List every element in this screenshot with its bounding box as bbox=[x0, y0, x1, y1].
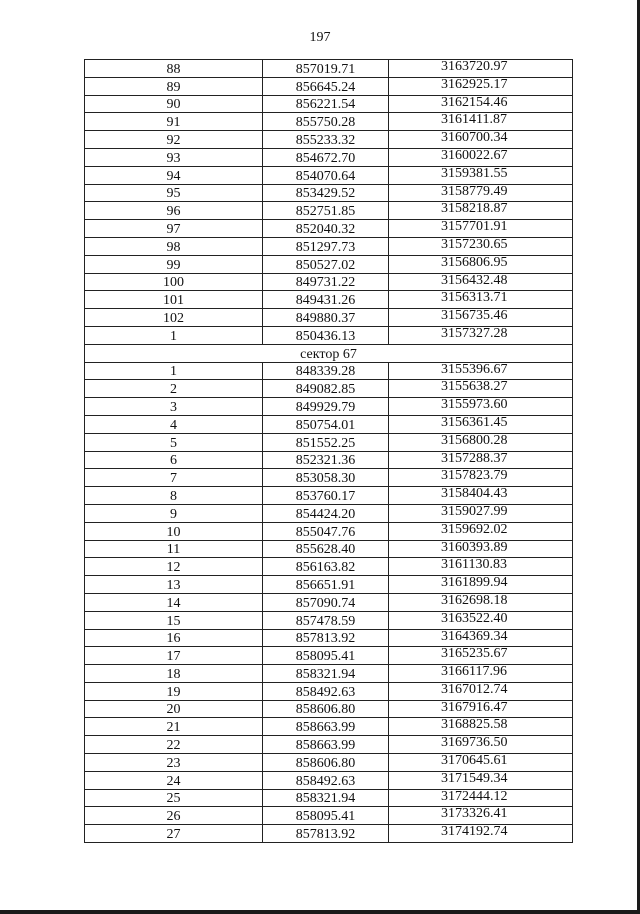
x-coordinate-cell: 850754.01 bbox=[263, 415, 389, 433]
x-coordinate-cell: 852040.32 bbox=[263, 220, 389, 238]
x-coordinate-cell: 853058.30 bbox=[263, 469, 389, 487]
x-coordinate-cell: 858663.99 bbox=[263, 718, 389, 736]
table-row bbox=[85, 166, 573, 184]
table-row bbox=[85, 807, 573, 825]
y-coordinate-cell: 3157288.37 bbox=[389, 451, 573, 469]
x-coordinate-cell: 858492.63 bbox=[263, 682, 389, 700]
table-row bbox=[85, 202, 573, 220]
y-coordinate-cell: 3172444.12 bbox=[389, 789, 573, 807]
x-coordinate-cell: 858606.80 bbox=[263, 754, 389, 772]
y-coordinate-cell: 3162925.17 bbox=[389, 77, 573, 95]
point-number-cell: 99 bbox=[85, 255, 263, 273]
y-coordinate-cell: 3164369.34 bbox=[389, 629, 573, 647]
y-coordinate-cell: 3160393.89 bbox=[389, 540, 573, 558]
point-number-cell: 91 bbox=[85, 113, 263, 131]
table-row bbox=[85, 540, 573, 558]
y-coordinate-cell: 3157327.28 bbox=[389, 326, 573, 344]
x-coordinate-cell: 850436.13 bbox=[263, 326, 389, 344]
point-number-cell: 96 bbox=[85, 202, 263, 220]
table-row bbox=[85, 113, 573, 131]
y-coordinate-cell: 3163522.40 bbox=[389, 611, 573, 629]
x-coordinate-cell: 849880.37 bbox=[263, 309, 389, 327]
point-number-cell: 3 bbox=[85, 398, 263, 416]
table-row bbox=[85, 415, 573, 433]
table-row bbox=[85, 380, 573, 398]
page-number: 197 bbox=[309, 30, 331, 45]
y-coordinate-cell: 3161130.83 bbox=[389, 558, 573, 576]
x-coordinate-cell: 850527.02 bbox=[263, 255, 389, 273]
table-row bbox=[85, 131, 573, 149]
x-coordinate-cell: 858321.94 bbox=[263, 789, 389, 807]
table-row bbox=[85, 255, 573, 273]
point-number-cell: 27 bbox=[85, 825, 263, 843]
y-coordinate-cell: 3167916.47 bbox=[389, 700, 573, 718]
point-number-cell: 25 bbox=[85, 789, 263, 807]
x-coordinate-cell: 858663.99 bbox=[263, 736, 389, 754]
y-coordinate-cell: 3169736.50 bbox=[389, 736, 573, 754]
x-coordinate-cell: 856163.82 bbox=[263, 558, 389, 576]
y-coordinate-cell: 3165235.67 bbox=[389, 647, 573, 665]
table-row bbox=[85, 647, 573, 665]
point-number-cell: 26 bbox=[85, 807, 263, 825]
x-coordinate-cell: 854424.20 bbox=[263, 504, 389, 522]
x-coordinate-cell: 852321.36 bbox=[263, 451, 389, 469]
y-coordinate-cell: 3163720.97 bbox=[389, 60, 573, 78]
table-row bbox=[85, 718, 573, 736]
point-number-cell: 13 bbox=[85, 576, 263, 594]
x-coordinate-cell: 856651.91 bbox=[263, 576, 389, 594]
point-number-cell: 19 bbox=[85, 682, 263, 700]
point-number-cell: 17 bbox=[85, 647, 263, 665]
y-coordinate-cell: 3158779.49 bbox=[389, 184, 573, 202]
y-coordinate-cell: 3167012.74 bbox=[389, 682, 573, 700]
x-coordinate-cell: 854672.70 bbox=[263, 148, 389, 166]
table-row bbox=[85, 611, 573, 629]
point-number-cell: 5 bbox=[85, 433, 263, 451]
point-number-cell: 8 bbox=[85, 487, 263, 505]
table-row bbox=[85, 754, 573, 772]
x-coordinate-cell: 856221.54 bbox=[263, 95, 389, 113]
point-number-cell: 97 bbox=[85, 220, 263, 238]
table-row bbox=[85, 237, 573, 255]
y-coordinate-cell: 3161411.87 bbox=[389, 113, 573, 131]
table-row bbox=[85, 469, 573, 487]
table-row bbox=[85, 629, 573, 647]
point-number-cell: 21 bbox=[85, 718, 263, 736]
point-number-cell: 1 bbox=[85, 362, 263, 380]
table-row bbox=[85, 433, 573, 451]
y-coordinate-cell: 3162698.18 bbox=[389, 593, 573, 611]
x-coordinate-cell: 855233.32 bbox=[263, 131, 389, 149]
table-row bbox=[85, 825, 573, 843]
y-coordinate-cell: 3174192.74 bbox=[389, 825, 573, 843]
table-row bbox=[85, 487, 573, 505]
y-coordinate-cell: 3166117.96 bbox=[389, 665, 573, 683]
y-coordinate-cell: 3156735.46 bbox=[389, 309, 573, 327]
x-coordinate-cell: 858492.63 bbox=[263, 771, 389, 789]
table-row bbox=[85, 451, 573, 469]
point-number-cell: 88 bbox=[85, 60, 263, 78]
point-number-cell: 14 bbox=[85, 593, 263, 611]
point-number-cell: 12 bbox=[85, 558, 263, 576]
x-coordinate-cell: 849731.22 bbox=[263, 273, 389, 291]
y-coordinate-cell: 3155973.60 bbox=[389, 398, 573, 416]
y-coordinate-cell: 3157823.79 bbox=[389, 469, 573, 487]
y-coordinate-cell: 3158404.43 bbox=[389, 487, 573, 505]
table-row bbox=[85, 789, 573, 807]
x-coordinate-cell: 858095.41 bbox=[263, 807, 389, 825]
x-coordinate-cell: 855628.40 bbox=[263, 540, 389, 558]
table-row bbox=[85, 273, 573, 291]
point-number-cell: 98 bbox=[85, 237, 263, 255]
point-number-cell: 4 bbox=[85, 415, 263, 433]
point-number-cell: 100 bbox=[85, 273, 263, 291]
section-row bbox=[85, 344, 573, 362]
y-coordinate-cell: 3160700.34 bbox=[389, 131, 573, 149]
coordinates-table-body bbox=[85, 60, 573, 843]
table-row bbox=[85, 291, 573, 309]
point-number-cell: 95 bbox=[85, 184, 263, 202]
table-row bbox=[85, 148, 573, 166]
point-number-cell: 102 bbox=[85, 309, 263, 327]
x-coordinate-cell: 857478.59 bbox=[263, 611, 389, 629]
y-coordinate-cell: 3171549.34 bbox=[389, 771, 573, 789]
x-coordinate-cell: 858095.41 bbox=[263, 647, 389, 665]
point-number-cell: 24 bbox=[85, 771, 263, 789]
scan-edge-bottom bbox=[0, 910, 640, 914]
point-number-cell: 16 bbox=[85, 629, 263, 647]
y-coordinate-cell: 3158218.87 bbox=[389, 202, 573, 220]
y-coordinate-cell: 3160022.67 bbox=[389, 148, 573, 166]
y-coordinate-cell: 3156313.71 bbox=[389, 291, 573, 309]
point-number-cell: 15 bbox=[85, 611, 263, 629]
point-number-cell: 94 bbox=[85, 166, 263, 184]
y-coordinate-cell: 3155396.67 bbox=[389, 362, 573, 380]
table-row bbox=[85, 77, 573, 95]
x-coordinate-cell: 851552.25 bbox=[263, 433, 389, 451]
coordinates-table bbox=[84, 59, 573, 843]
y-coordinate-cell: 3156806.95 bbox=[389, 255, 573, 273]
table-row bbox=[85, 593, 573, 611]
point-number-cell: 93 bbox=[85, 148, 263, 166]
point-number-cell: 89 bbox=[85, 77, 263, 95]
y-coordinate-cell: 3161899.94 bbox=[389, 576, 573, 594]
table-row bbox=[85, 771, 573, 789]
table-row bbox=[85, 504, 573, 522]
y-coordinate-cell: 3155638.27 bbox=[389, 380, 573, 398]
x-coordinate-cell: 853760.17 bbox=[263, 487, 389, 505]
y-coordinate-cell: 3157701.91 bbox=[389, 220, 573, 238]
table-row bbox=[85, 60, 573, 78]
section-title: сектор 67 bbox=[85, 344, 573, 362]
table-row bbox=[85, 558, 573, 576]
point-number-cell: 2 bbox=[85, 380, 263, 398]
table-row bbox=[85, 220, 573, 238]
x-coordinate-cell: 857019.71 bbox=[263, 60, 389, 78]
x-coordinate-cell: 849929.79 bbox=[263, 398, 389, 416]
table-row bbox=[85, 700, 573, 718]
x-coordinate-cell: 855750.28 bbox=[263, 113, 389, 131]
x-coordinate-cell: 848339.28 bbox=[263, 362, 389, 380]
x-coordinate-cell: 852751.85 bbox=[263, 202, 389, 220]
x-coordinate-cell: 853429.52 bbox=[263, 184, 389, 202]
x-coordinate-cell: 856645.24 bbox=[263, 77, 389, 95]
y-coordinate-cell: 3159027.99 bbox=[389, 504, 573, 522]
x-coordinate-cell: 849431.26 bbox=[263, 291, 389, 309]
y-coordinate-cell: 3170645.61 bbox=[389, 754, 573, 772]
point-number-cell: 92 bbox=[85, 131, 263, 149]
point-number-cell: 7 bbox=[85, 469, 263, 487]
table-row bbox=[85, 184, 573, 202]
point-number-cell: 23 bbox=[85, 754, 263, 772]
point-number-cell: 1 bbox=[85, 326, 263, 344]
y-coordinate-cell: 3159692.02 bbox=[389, 522, 573, 540]
table-row bbox=[85, 736, 573, 754]
table-row bbox=[85, 522, 573, 540]
x-coordinate-cell: 849082.85 bbox=[263, 380, 389, 398]
point-number-cell: 20 bbox=[85, 700, 263, 718]
y-coordinate-cell: 3157230.65 bbox=[389, 237, 573, 255]
table-row bbox=[85, 682, 573, 700]
table-row bbox=[85, 95, 573, 113]
x-coordinate-cell: 857090.74 bbox=[263, 593, 389, 611]
table-row bbox=[85, 326, 573, 344]
y-coordinate-cell: 3156432.48 bbox=[389, 273, 573, 291]
x-coordinate-cell: 857813.92 bbox=[263, 825, 389, 843]
point-number-cell: 10 bbox=[85, 522, 263, 540]
x-coordinate-cell: 851297.73 bbox=[263, 237, 389, 255]
table-row bbox=[85, 665, 573, 683]
x-coordinate-cell: 854070.64 bbox=[263, 166, 389, 184]
point-number-cell: 101 bbox=[85, 291, 263, 309]
y-coordinate-cell: 3173326.41 bbox=[389, 807, 573, 825]
table-row bbox=[85, 362, 573, 380]
table-row bbox=[85, 398, 573, 416]
y-coordinate-cell: 3159381.55 bbox=[389, 166, 573, 184]
y-coordinate-cell: 3156800.28 bbox=[389, 433, 573, 451]
point-number-cell: 6 bbox=[85, 451, 263, 469]
point-number-cell: 90 bbox=[85, 95, 263, 113]
y-coordinate-cell: 3168825.58 bbox=[389, 718, 573, 736]
point-number-cell: 22 bbox=[85, 736, 263, 754]
y-coordinate-cell: 3156361.45 bbox=[389, 415, 573, 433]
point-number-cell: 9 bbox=[85, 504, 263, 522]
x-coordinate-cell: 857813.92 bbox=[263, 629, 389, 647]
x-coordinate-cell: 858606.80 bbox=[263, 700, 389, 718]
point-number-cell: 11 bbox=[85, 540, 263, 558]
x-coordinate-cell: 855047.76 bbox=[263, 522, 389, 540]
table-row bbox=[85, 309, 573, 327]
table-row bbox=[85, 576, 573, 594]
y-coordinate-cell: 3162154.46 bbox=[389, 95, 573, 113]
x-coordinate-cell: 858321.94 bbox=[263, 665, 389, 683]
point-number-cell: 18 bbox=[85, 665, 263, 683]
